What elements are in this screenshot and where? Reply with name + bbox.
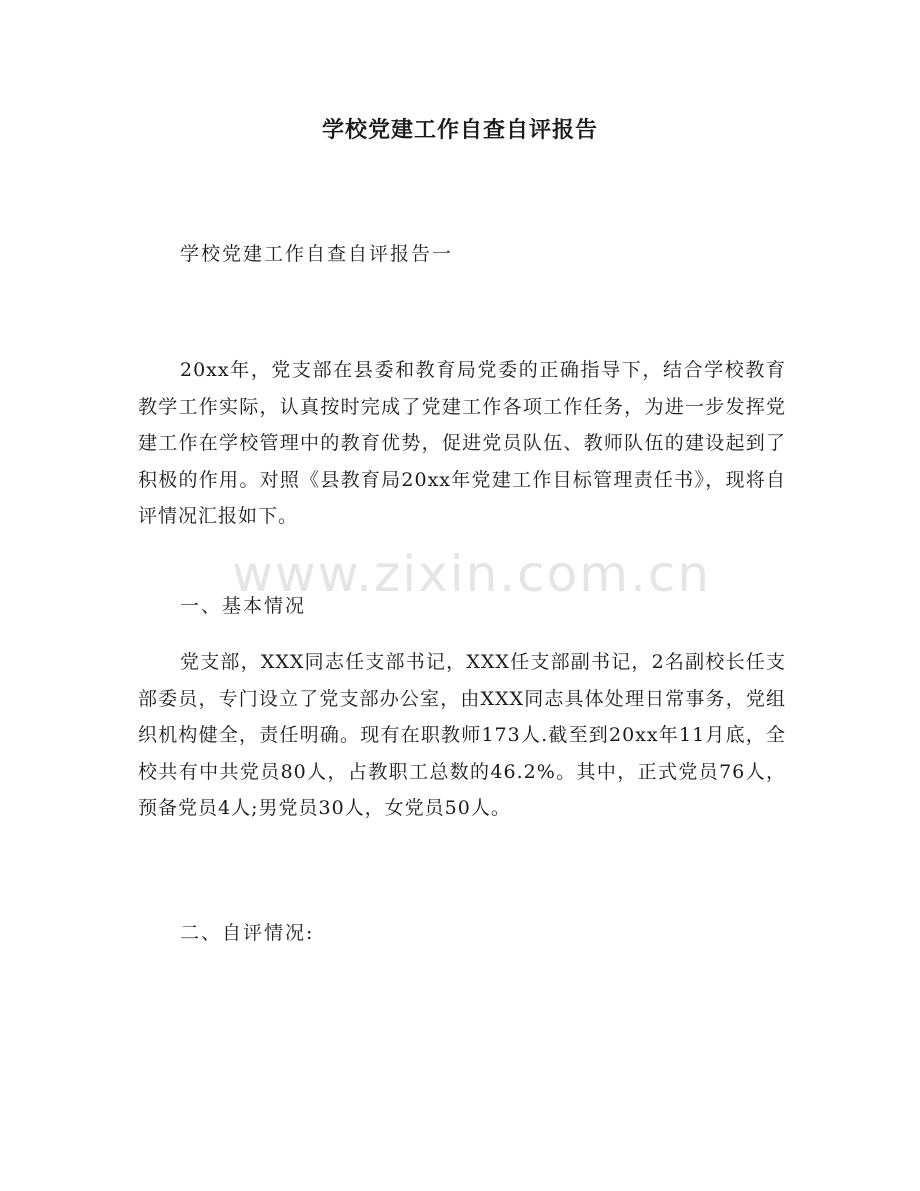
- basic-info-paragraph: 党支部，XXX同志任支部书记，XXX任支部副书记，2名副校长任支部委员，专门设立了党支部办公室，由XXX同志具体处理日常事务，党组织机构健全，责任明确。现有在职教师173人.截至到20xx年11月底，全校共有中共党员80人，占教职工总数的46.2%。其中，正式党员76人，预备党员4人;男党员30人，女党员50人。: [138, 651, 786, 820]
- watermark: www.zixin.com.cn: [232, 545, 712, 603]
- intro-paragraph: 20xx年，党支部在县委和教育局党委的正确指导下，结合学校教育教学工作实际，认真按时完成了党建工作各项工作任务，为进一步发挥党建工作在学校管理中的教育优势，促进党员队伍、教师队伍的建设起到了积极的作用。对照《县教育局20xx年党建工作目标管理责任书》，现将自评情况汇报如下。: [138, 359, 786, 528]
- document-subheading: 学校党建工作自查自评报告一: [180, 243, 454, 265]
- document-title: 学校党建工作自查自评报告: [321, 118, 598, 143]
- section-heading-basic-info: 一、基本情况: [180, 595, 307, 617]
- section-heading-self-evaluation: 二、自评情况:: [180, 922, 315, 944]
